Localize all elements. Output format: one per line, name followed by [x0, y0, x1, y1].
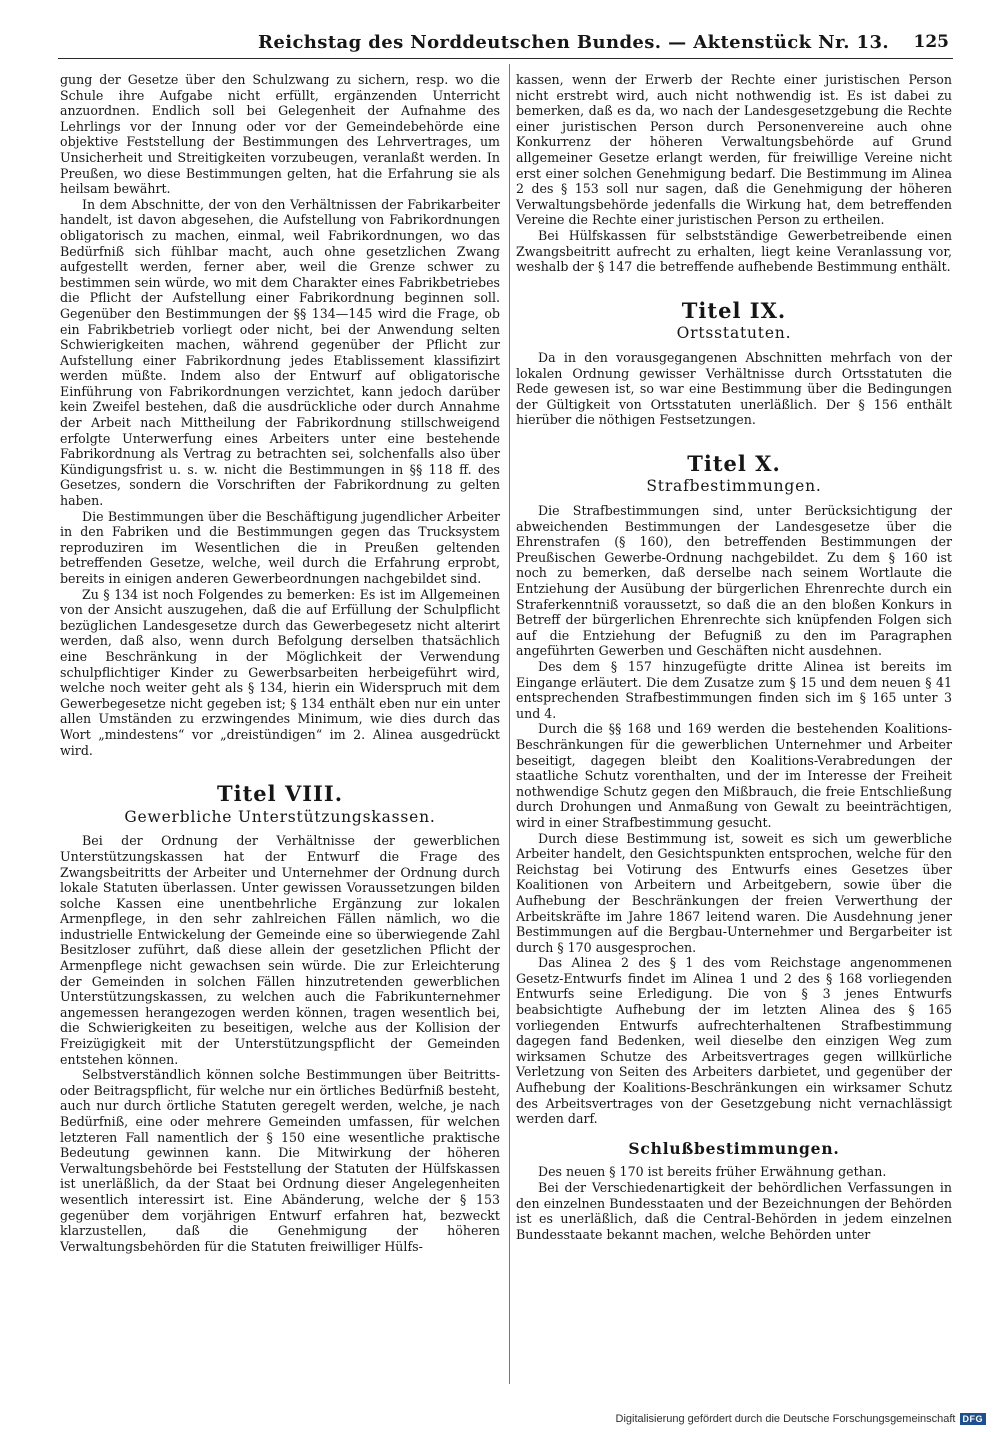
footer-credit	[616, 1413, 986, 1425]
paragraph: Die Bestimmungen über die Beschäftigung jugendlicher Arbeiter in den Fabriken und die Bestimmungen gegen das Trucksystem reproduziren im Wesentlichen die in Preußen geltenden betreffenden Gesetze, welche, weil durch die Erfahrung erprobt, bereits in einigen anderen Gewerbeordnungen nachgebildet sind.	[60, 508, 500, 586]
running-title: Reichstag des Norddeutschen Bundes. — Aktenstück Nr. 13.	[258, 32, 890, 53]
page-header	[58, 30, 953, 59]
paragraph: Das Alinea 2 des § 1 des vom Reichstage angenommenen Gesetz-Entwurfs findet im Alinea 1 und 2 des § 168 vorliegenden Entwurfs seine Erledigung. Die von § 3 jenes Entwurfs beabsichtigte Aufhebung der im letzten Alinea des § 165 vorliegenden Entwurfs aufrechterhaltenen Strafbestimmung dagegen fand Bedenken, weil dieselbe den einzigen Weg zum wirksamen Schutze des Arbeitsvertrages gegen willkürliche Verletzung von Seiten des Arbeiters darbietet, und gegenüber der Aufhebung der Koalitions-Beschränkungen ein wirksamer Schutz des Arbeitsvertrages von der Gesetzgebung nicht vernachlässigt werden darf.	[516, 955, 952, 1127]
paragraph: Die Strafbestimmungen sind, unter Berücksichtigung der abweichenden Bestimmungen der Landesgesetze über die Ehrenstrafen (§ 160), den betreffenden Bestimmungen der Preußischen Gewerbe-Ordnung nachgebildet. Zu dem § 160 ist noch zu bemerken, daß derselbe nach seinem Wortlaute die Entziehung der Ausübung der bürgerlichen Ehrenrechte durch ein Straferkenntniß voraussetzt, so daß die an den bloßen Konkurs in Betreff der bürgerlichen Ehrenrechte sich knüpfenden Folgen sich auf die Entziehung der Befugniß zu den im Paragraphen angeführten Gewerben und Geschäften nicht ausdehnen.	[516, 503, 952, 659]
paragraph: Des dem § 157 hinzugefügte dritte Alinea ist bereits im Eingange erläutert. Die dem Zusatze zum § 15 und dem neuen § 41 entsprechenden Strafbestimmungen finden sich im § 165 unter 3 und 4.	[516, 659, 952, 721]
paragraph: Bei Hülfskassen für selbstständige Gewerbetreibende einen Zwangsbeitritt aufrecht zu erhalten, liegt keine Veranlassung vor, weshalb der § 147 die betreffende aufhebende Bestimmung enthält.	[516, 227, 952, 275]
left-column	[60, 72, 500, 1254]
paragraph: In dem Abschnitte, der von den Verhältnissen der Fabrikarbeiter handelt, ist davon abgesehen, die Aufstellung von Fabrikordnungen obligatorisch zu machen, einmal, weil Fabrikordnungen, wo das Bedürfniß sich fühlbar macht, auch ohne gesetzlichen Zwang aufgestellt werden, ferner aber, weil die Grenze schwer zu bestimmen sein würde, wo mit dem Charakter eines Fabrikbetriebes die Pflicht der Aufstellung einer Fabrikordnung beginnen soll. Gegenüber den Bestimmungen der §§ 134—145 wird die Frage, ob ein Fabrikbetrieb vorliegt oder nicht, bei der Anwendung selten Schwierigkeiten machen, während gegenüber der Pflicht zur Aufstellung einer Fabrikordnung jedes Etablissement klassifizirt werden müßte. Indem also der Entwurf auf obligatorische Einführung von Fabrikordnungen verzichtet, kann jedoch darüber kein Zweifel bestehen, daß die ausdrückliche oder durch Annahme der Arbeit nach Mittheilung der Fabrikordnung stillschweigend erfolgte Unterwerfung eines Arbeiters unter eine bestehende Fabrikordnung als Vertrag zu betrachten sei, solchenfalls also über Kündigungsfrist u. s. w. nicht die Bestimmungen in §§ 118 ff. des Gesetzes, sondern die Vorschriften der Fabrikordnung zu gelten haben.	[60, 196, 500, 509]
section-subtitle-final: Schlußbestimmungen.	[628, 1138, 840, 1158]
paragraph: Bei der Ordnung der Verhältnisse der gewerblichen Unterstützungskassen hat der Entwurf die Frage des Zwangsbeitritts der Arbeiter und Unternehmer der Ordnung durch lokale Statuten überlassen. Unter gewissen Voraussetzungen bilden solche Kassen eine unentbehrliche Ergänzung zur lokalen Armenpflege, in den sehr zahlreichen Fällen nämlich, wo die industrielle Entwickelung der Gemeinde eine so überwiegende Zahl Besitzloser zuführt, daß diese allein der gesetzlichen Pflicht der Armenpflege nicht gewachsen sein würde. Die zur Erleichterung der Gemeinden in solchen Fällen hinzutretenden gewerblichen Unterstützungskassen, zu welchen auch die Fabrikunternehmer angemessen herangezogen werden können, tragen wesentlich bei, die Schwierigkeiten zu beseitigen, welche aus der Kollision der Freizügigkeit mit der Unterstützungspflicht der Gemeinden entstehen können.	[60, 833, 500, 1067]
section-subtitle-ix: Ortsstatuten.	[676, 324, 792, 343]
section-title-viii: Titel VIII.	[216, 781, 344, 807]
paragraph: Bei der Verschiedenartigkeit der behördlichen Verfassungen in den einzelnen Bundesstaaten und der Bezeichnungen der Behörden ist es unerläßlich, daß die Central-Behörden in jedem einzelnen Bundesstaate bekannt machen, welche Behörden unter	[516, 1180, 952, 1242]
section-title-ix: Titel IX.	[681, 297, 787, 323]
paragraph: gung der Gesetze über den Schulzwang zu sichern, resp. wo die Schule ihre Aufgabe nicht erfüllt, ergänzenden Unterricht anzuordnen. Endlich soll bei Gelegenheit der Aufnahme des Lehrlings vor der Innung oder vor der Gemeindebehörde eine objektive Feststellung der Bestimmungen des Lehrvertrages, um Unsicherheit und Streitigkeiten vorzubeugen, veranlaßt werden. In Preußen, wo diese Bestimmungen gelten, hat die Erfahrung sie als heilsam bewährt.	[60, 72, 500, 197]
paragraph: Durch die §§ 168 und 169 werden die bestehenden Koalitions-Beschränkungen für die gewerblichen Unternehmer und Arbeiter beseitigt, dagegen bleibt den Koalitions-Verabredungen der staatliche Schutz vorenthalten, und der im Interesse der Freiheit nothwendige Schutz gegen den Mißbrauch, die freie Entschließung durch Drohungen und Anmaßung von Gewalt zu beeinträchtigen, wird in einer Strafbestimmung gesucht.	[516, 721, 952, 830]
section-subtitle-x: Strafbestimmungen.	[646, 477, 822, 496]
dfg-logo: DFG	[960, 1413, 987, 1425]
paragraph: Durch diese Bestimmung ist, soweit es sich um gewerbliche Arbeiter handelt, den Gesichtspunkten entsprochen, welche für den Reichstag bei Votirung des Entwurfs eines Gesetzes über Koalitionen von Arbeitern und Arbeitgebern, sowie über die Aufhebung der Beschränkungen der freien Verwerthung der Arbeitskräfte im Jahre 1867 leitend waren. Die Ausdehnung jener Bestimmungen auf die Bergbau-Unternehmer und Bergarbeiter ist durch § 170 ausgesprochen.	[516, 830, 952, 955]
footer-text: Digitalisierung gefördert durch die Deutsche Forschungsgemeinschaft	[615, 1413, 956, 1425]
section-title-x: Titel X.	[687, 450, 781, 476]
column-divider	[509, 64, 510, 1384]
right-column	[516, 72, 952, 1242]
paragraph: Zu § 134 ist noch Folgendes zu bemerken: Es ist im Allgemeinen von der Ansicht auszugehen, daß die auf Erfüllung der Schulpflicht bezüglichen Landesgesetze durch das Gewerbegesetz nicht alterirt werden, daß also, wenn durch Befolgung derselben thatsächlich eine Beschränkung in der Möglichkeit der Verwendung schulpflichtiger Kinder zu Gewerbsarbeiten herbeigeführt wird, welche noch weiter geht als § 134, hierin ein Widerspruch mit dem Gewerbegesetze nicht gegeben ist; § 134 enthält eben nur ein unter allen Umständen zu erzwingendes Minimum, wie dies durch das Wort „mindestens“ vor „dreistündigen“ im 2. Alinea ausgedrückt wird.	[60, 586, 500, 758]
section-subtitle-viii: Gewerbliche Unterstützungskassen.	[124, 807, 436, 826]
page-number: 125	[913, 32, 949, 52]
paragraph: Selbstverständlich können solche Bestimmungen über Beitritts- oder Beitragspflicht, für welche nur ein örtliches Bedürfniß besteht, auch nur durch örtliche Statuten geregelt werden, welche, je nach Bedürfniß, eine oder mehrere Gemeinden umfassen, für welchen letzteren Fall namentlich der § 150 eine wesentliche praktische Bedeutung gewinnen kann. Die Mitwirkung der höheren Verwaltungsbehörde bei Feststellung der Statuten der Hülfskassen ist unerläßlich, da der Staat bei Ordnung dieser Angelegenheiten wesentlich interessirt ist. Eine Abänderung, welche der § 153 gegenüber dem vorjährigen Entwurf erfahren hat, bezweckt klarzustellen, daß die Genehmigung der höheren Verwaltungsbehörden für die Statuten freiwilliger Hülfs-	[60, 1067, 500, 1254]
paragraph: Da in den vorausgegangenen Abschnitten mehrfach von der lokalen Ordnung gewisser Verhältnisse durch Ortsstatuten die Rede gewesen ist, so war eine Bestimmung über die Bedingungen der Gültigkeit von Ortsstatuten unerläßlich. Der § 156 enthält hierüber die nöthigen Festsetzungen.	[516, 349, 952, 428]
paragraph: kassen, wenn der Erwerb der Rechte einer juristischen Person nicht erstrebt wird, auch nicht nothwendig ist. Es ist dabei zu bemerken, daß es da, wo nach der Landesgesetzgebung die Rechte einer juristischen Person durch Personenvereine auch ohne Konkurrenz der höheren Verwaltungsbehörde auf Grund allgemeiner Gesetze erlangt werden, für freiwillige Vereine nicht erst einer solchen Genehmigung bedarf. Die Bestimmung im Alinea 2 des § 153 soll nur sagen, daß die Genehmigung der höheren Verwaltungsbehörde jedenfalls die Wirkung hat, dem betreffenden Vereine die Rechte einer juristischen Person zu ertheilen.	[516, 72, 952, 228]
paragraph: Des neuen § 170 ist bereits früher Erwähnung gethan.	[538, 1164, 887, 1180]
